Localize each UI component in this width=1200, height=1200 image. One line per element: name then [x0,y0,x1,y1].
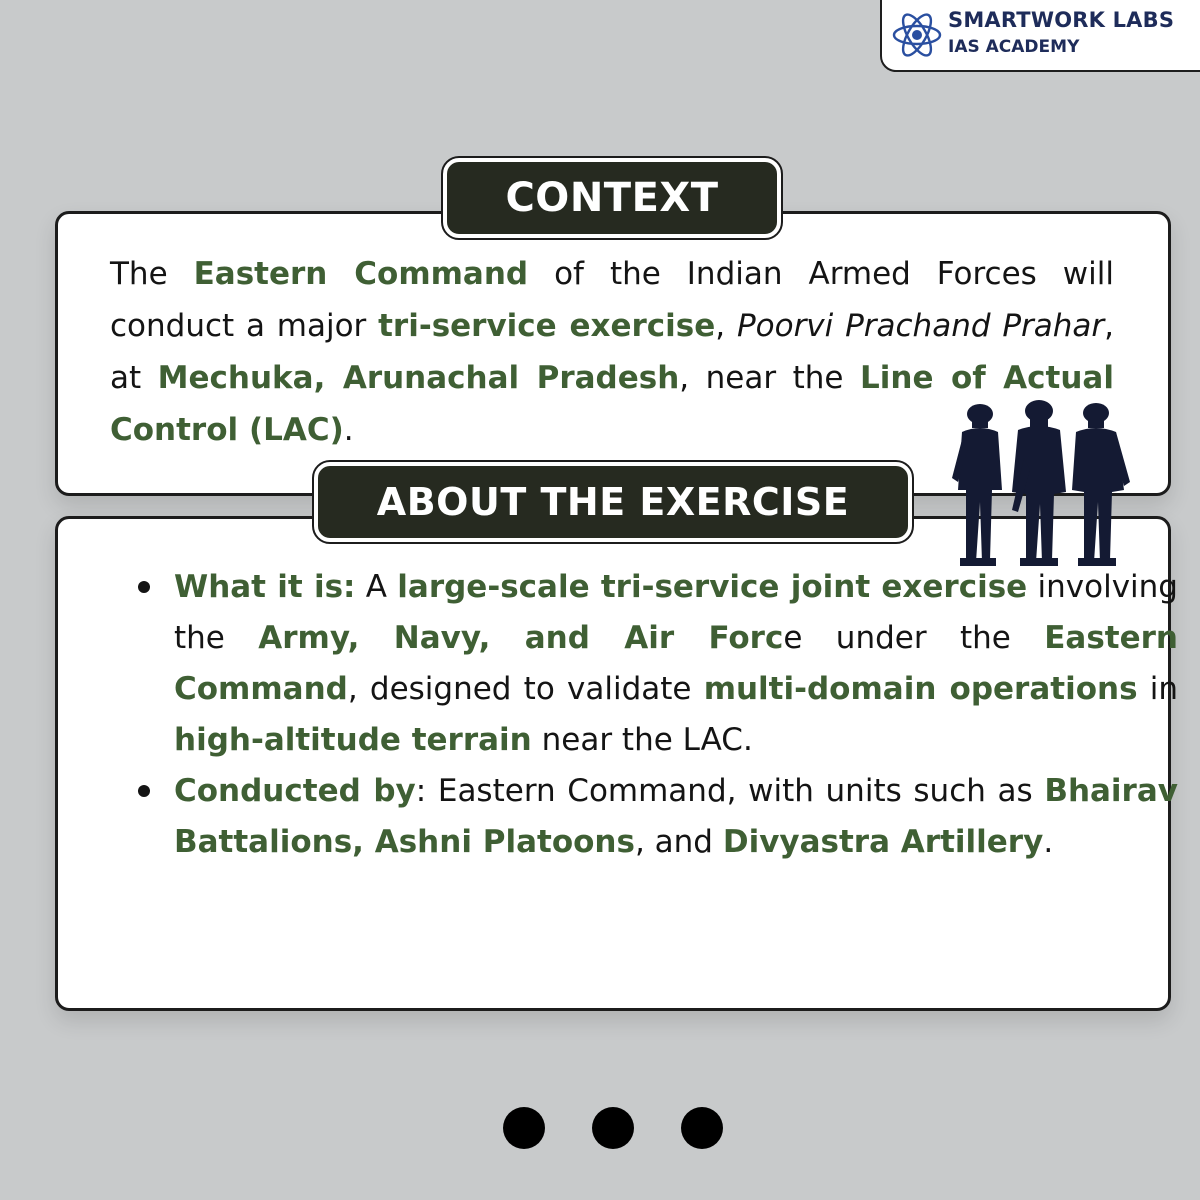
item-text: . [1043,824,1054,860]
item-highlight: Bhairav Battalions, Ashni Platoons [174,773,1178,860]
brand-subtitle: IAS ACADEMY [948,37,1080,57]
context-highlight: tri-service exercise [378,308,716,344]
item-text: involving the [174,569,1178,656]
context-heading: CONTEXT [443,158,781,238]
pagination-dot[interactable] [503,1107,545,1149]
atom-icon [890,6,944,60]
about-heading: ABOUT THE EXERCISE [314,462,912,542]
context-text: , [715,308,737,344]
context-text: of the Indian Armed Forces will conduct a major [110,256,1114,344]
item-text: : Eastern Command, with units such as [415,773,1045,809]
item-highlight: high-altitude terrain [174,722,532,758]
list-item [174,562,1178,766]
context-highlight: Mechuka, Arunachal Pradesh [157,360,680,396]
item-text: e under the [783,620,1045,656]
item-highlight: Divyastra Artillery [722,824,1044,860]
about-list [110,562,1178,868]
item-highlight: multi-domain operations [703,671,1138,707]
bullet-icon [138,581,150,593]
context-text: . [343,412,354,448]
brand-logo [880,0,1200,72]
item-label: What it is: [174,569,356,605]
item-label: Conducted by [174,773,416,809]
context-highlight: Line of Actual Control (LAC) [110,360,1114,448]
context-highlight: Eastern Command [193,256,529,292]
item-highlight: Eastern Command [174,620,1178,707]
context-text: , near the [679,360,861,396]
brand-name: SMARTWORK LABS [948,8,1175,32]
soldiers-silhouette-icon [940,398,1140,568]
item-highlight: large-scale tri-service joint exercise [397,569,1028,605]
item-highlight: Army, Navy, and Air Forc [258,620,784,656]
exercise-name: Poorvi Prachand Prahar [736,308,1105,344]
pagination-dots [503,1107,723,1151]
context-text: , at [110,308,1115,396]
item-text: A [355,569,398,605]
item-text: , designed to validate [347,671,704,707]
item-text: in [1137,671,1178,707]
item-text: , and [634,824,723,860]
item-text: near the LAC. [531,722,753,758]
bullet-icon [138,785,150,797]
pagination-dot[interactable] [592,1107,634,1149]
context-text: The [110,256,194,292]
pagination-dot[interactable] [681,1107,723,1149]
list-item [174,766,1178,868]
